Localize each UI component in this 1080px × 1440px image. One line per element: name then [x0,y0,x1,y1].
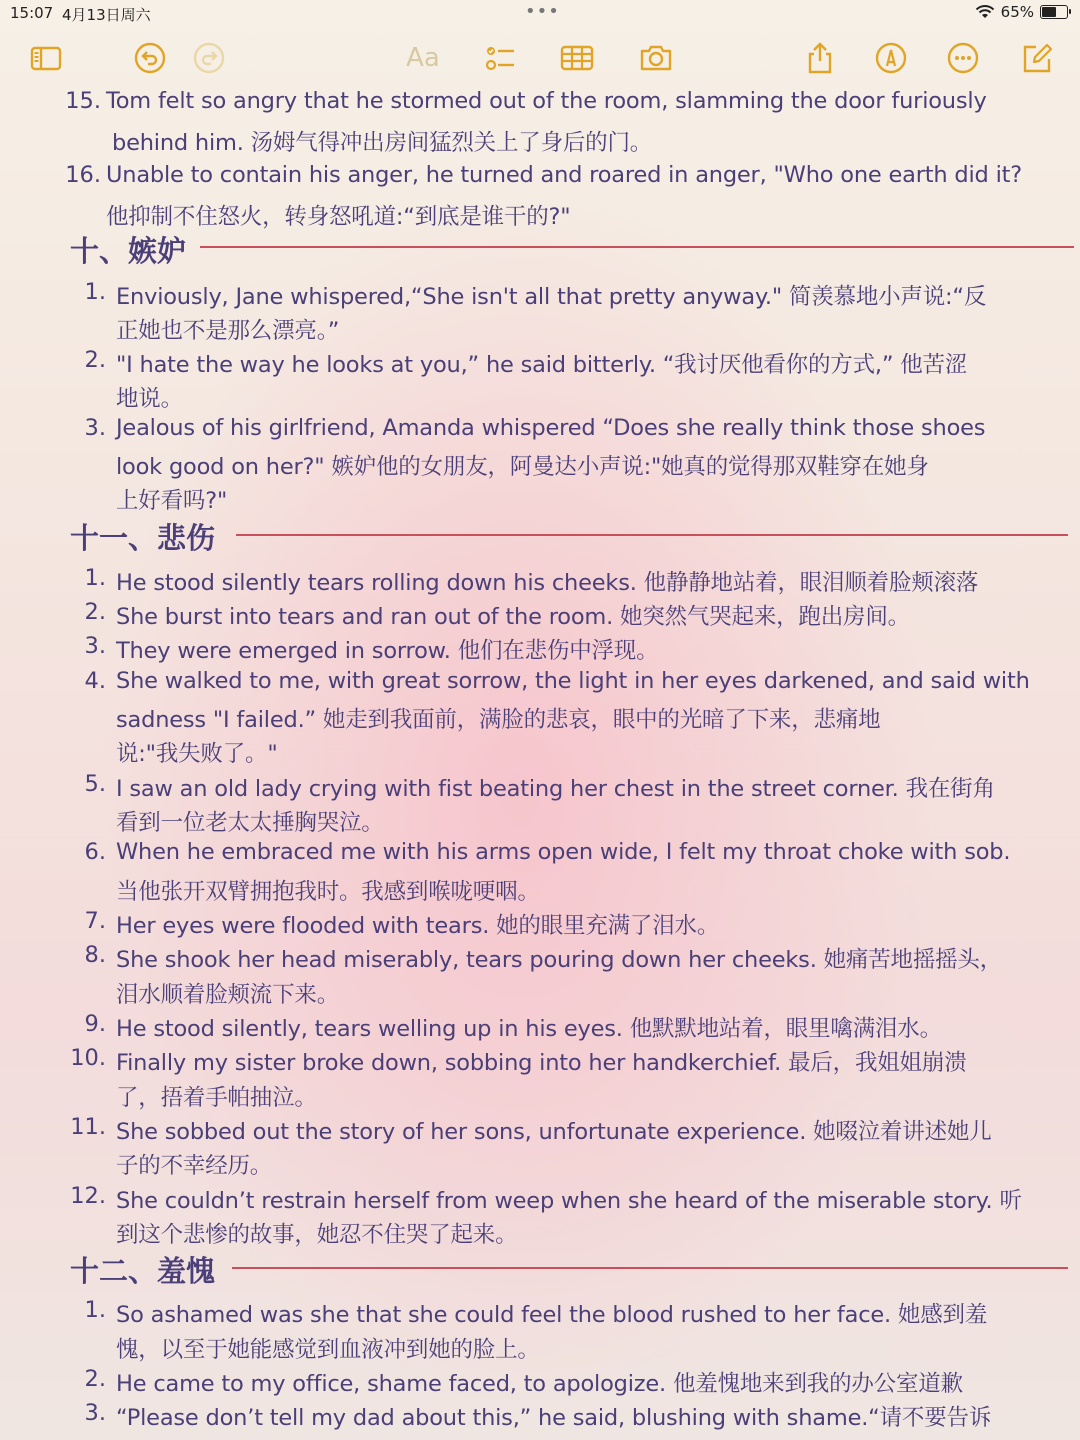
status-right [975,3,1068,21]
list-number: 2. [84,599,106,625]
list-item-text: “Please don’t tell my dad about this,” he said, blushing with shame.“请不要告诉 [116,1405,992,1431]
list-number: 10. [70,1045,106,1071]
list-item-text: Unable to contain his anger, he turned and roared in anger, "Who one earth did it? [106,162,1023,188]
list-item-text: I saw an old lady crying with fist beating her chest in the street corner. 我在街角 [116,776,995,802]
list-item-text: 到这个悲惨的故事，她忍不住哭了起来。 [116,1222,518,1248]
notes-toolbar [0,36,1080,82]
checklist-button[interactable] [480,36,520,80]
multitasking-dots[interactable]: ••• [525,1,560,22]
list-item-text: "I hate the way he looks at you,” he said bitterly. “我讨厌他看你的方式,” 他苦涩 [116,352,968,378]
list-item-text: So ashamed was she that she could feel the blood rushed to her face. 她感到羞 [116,1302,988,1328]
undo-icon [133,41,167,75]
list-number: 2. [84,347,106,373]
list-item-text: Finally my sister broke down, sobbing into her handkerchief. 最后，我姐姐崩溃 [116,1050,967,1076]
status-bar [0,0,1080,28]
list-number: 6. [84,839,106,865]
list-item-text: Her eyes were flooded with tears. 她的眼里充满了泪水。 [116,913,720,939]
battery-icon [1040,5,1068,19]
list-item-text: look good on her?" 嫉妒他的女朋友，阿曼达小声说:"她真的觉得那双鞋穿在她身 [116,454,929,480]
list-item-text: 地说。 [116,386,183,412]
battery-percent: 65% [1000,3,1034,21]
list-item-text: She sobbed out the story of her sons, unfortunate experience. 她啜泣着讲述她儿 [116,1119,992,1145]
list-item-text: sadness "I failed.” 她走到我面前，满脸的悲哀，眼中的光暗了下来，悲痛地 [116,707,881,733]
section-divider [200,246,1074,248]
list-item-text: 上好看吗?" [116,488,228,514]
camera-icon [639,41,673,75]
list-item-text: 看到一位老太太捶胸哭泣。 [116,810,384,836]
compose-icon [1020,41,1054,75]
text-format-icon: Aa [406,43,440,73]
share-button[interactable] [800,36,840,80]
list-item-text: 说:"我失败了。" [116,741,278,767]
share-icon [803,41,837,75]
status-time: 15:07 [10,4,54,22]
section-heading: 十、嫉妒 [70,234,187,268]
list-item-text: He came to my office, shame faced, to apologize. 他羞愧地来到我的办公室道歉 [116,1371,963,1397]
list-number: 4. [84,668,106,694]
list-number: 15. [65,88,101,114]
list-number: 2. [84,1366,106,1392]
list-number: 16. [65,162,101,188]
list-item-text: They were emerged in sorrow. 他们在悲伤中浮现。 [116,638,659,664]
list-number: 1. [84,1297,106,1323]
markup-button[interactable] [871,36,911,80]
compose-button[interactable] [1017,36,1057,80]
more-icon [946,41,980,75]
list-item-text: She shook her head miserably, tears pouring down her cheeks. 她痛苦地摇摇头， [116,947,1003,973]
markup-icon [874,41,908,75]
redo-button[interactable] [189,36,229,80]
sidebar-icon [29,41,63,75]
table-icon [560,41,594,75]
list-number: 8. [84,942,106,968]
list-item-text: Jealous of his girlfriend, Amanda whispered “Does she really think those shoes [116,415,986,441]
list-number: 11. [70,1114,106,1140]
checklist-icon [483,41,517,75]
list-number: 7. [84,908,106,934]
list-item-text: Enviously, Jane whispered,“She isn't all that pretty anyway." 简羡慕地小声说:“反 [116,284,987,310]
section-divider [232,1267,1068,1269]
sidebar-toggle-button[interactable] [26,36,66,80]
wifi-icon [975,4,995,20]
text-format-button[interactable] [403,36,443,80]
list-item-text: 了，捂着手帕抽泣。 [116,1085,317,1111]
list-number: 3. [84,633,106,659]
list-number: 3. [84,415,106,441]
section-divider [236,534,1068,536]
list-item-text: Tom felt so angry that he stormed out of the room, slamming the door furiously [106,88,987,114]
list-item-text: behind him. 汤姆气得冲出房间猛烈关上了身后的门。 [112,130,653,156]
list-item-text: 子的不幸经历。 [116,1153,273,1179]
list-number: 1. [84,279,106,305]
more-button[interactable] [943,36,983,80]
table-button[interactable] [557,36,597,80]
camera-button[interactable] [636,36,676,80]
list-number: 12. [70,1183,106,1209]
list-item-text: 他抑制不住怒火，转身怒吼道:“到底是谁干的?" [106,204,571,230]
list-item-text: He stood silently, tears welling up in his eyes. 他默默地站着，眼里噙满泪水。 [116,1016,942,1042]
section-heading: 十一、悲伤 [70,521,216,555]
list-item-text: She walked to me, with great sorrow, the light in her eyes darkened, and said with [116,668,1030,694]
list-item-text: 当他张开双臂拥抱我时。我感到喉咙哽咽。 [116,879,540,905]
status-date: 4月13日周六 [62,6,151,24]
list-item-text: She couldn’t restrain herself from weep when she heard of the miserable story. 听 [116,1188,1022,1214]
undo-button[interactable] [130,36,170,80]
section-heading: 十二、羞愧 [70,1254,216,1288]
list-number: 3. [84,1400,106,1426]
list-item-text: She burst into tears and ran out of the room. 她突然气哭起来，跑出房间。 [116,604,910,630]
list-number: 1. [84,565,106,591]
list-number: 5. [84,771,106,797]
list-item-text: When he embraced me with his arms open wide, I felt my throat choke with sob. [116,839,1011,865]
list-item-text: 正她也不是那么漂亮。” [116,318,340,344]
list-item-text: 泪水顺着脸颊流下来。 [116,982,340,1008]
list-item-text: 愧，以至于她能感觉到血液冲到她的脸上。 [116,1337,540,1363]
list-item-text: He stood silently tears rolling down his cheeks. 他静静地站着，眼泪顺着脸颊滚落 [116,570,979,596]
redo-icon [192,41,226,75]
list-number: 9. [84,1011,106,1037]
